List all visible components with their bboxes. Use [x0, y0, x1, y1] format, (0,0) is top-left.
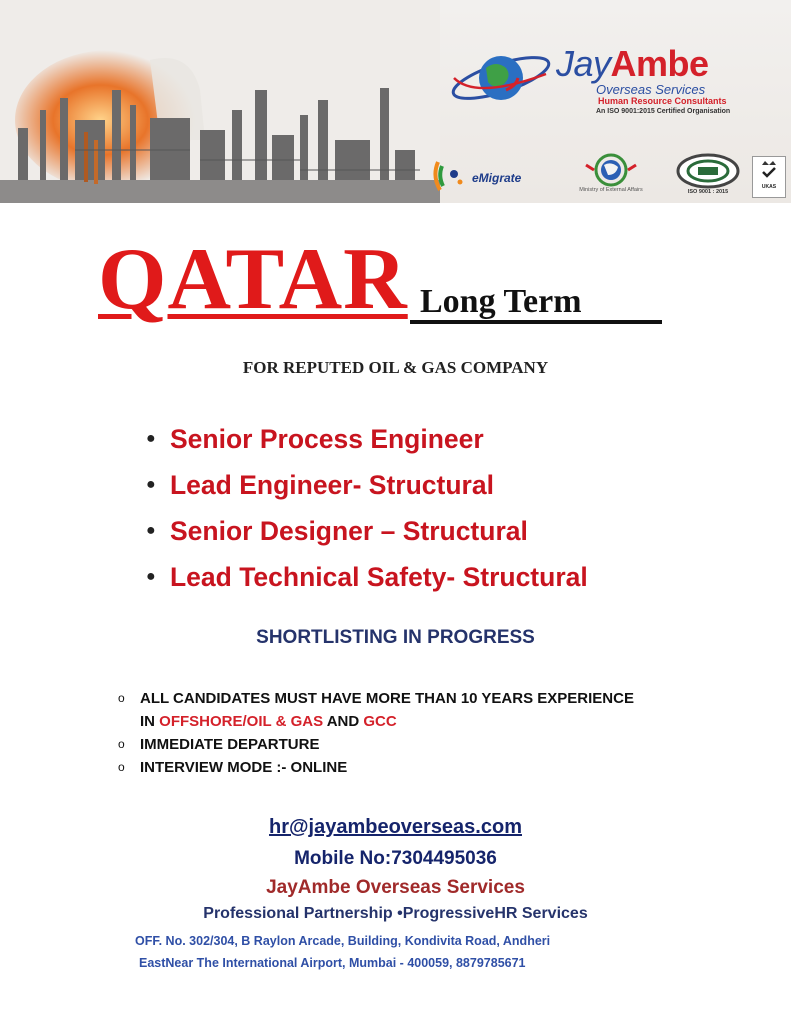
position-item: ● Senior Process Engineer	[146, 423, 484, 454]
world-emblem-icon	[566, 153, 656, 187]
position-item: ● Lead Engineer- Structural	[146, 469, 494, 500]
requirement-item: o IMMEDIATE DEPARTURE	[118, 733, 634, 756]
ministry-external-affairs-logo: Ministry of External Affairs	[566, 153, 656, 199]
company-subheading: FOR REPUTED OIL & GAS COMPANY	[242, 358, 549, 377]
circle-bullet-icon: o	[118, 691, 125, 705]
email-link[interactable]: hr@jayambeoverseas.com	[269, 816, 522, 838]
iso-certification-logo: ISO 9001 : 2015	[672, 153, 744, 199]
positions-list	[146, 416, 588, 600]
requirement-item: o ALL CANDIDATES MUST HAVE MORE THAN 10 YEARS EXPERIENCE IN OFFSHORE/OIL & GAS AND GCC	[118, 687, 634, 733]
circle-bullet-icon: o	[118, 737, 125, 751]
status-heading: SHORTLISTING IN PROGRESS	[256, 627, 535, 648]
bullet-icon: ●	[146, 568, 156, 585]
brand-certification: An ISO 9001:2015 Certified Organisation	[596, 108, 731, 115]
bullet-icon: ●	[146, 430, 156, 447]
emigrate-logo: eMigrate	[430, 156, 555, 196]
requirement-item: o INTERVIEW MODE :- ONLINE	[118, 756, 634, 779]
position-item: ● Lead Technical Safety- Structural	[146, 561, 588, 592]
emigrate-icon	[430, 156, 470, 196]
address-line-1: OFF. No. 302/304, B Raylon Arcade, Building, Kondivita Road, Andheri	[135, 934, 551, 948]
company-name: JayAmbe Overseas Services	[266, 877, 525, 898]
crown-tick-icon	[753, 157, 785, 183]
brand-tagline: Human Resource Consultants	[598, 96, 727, 106]
bullet-icon: ●	[146, 476, 156, 493]
address-line-2: EastNear The International Airport, Mumbai - 400059, 8879785671	[139, 956, 526, 970]
bullet-icon: ●	[146, 522, 156, 539]
company-tagline: Professional Partnership •ProgressiveHR Services	[203, 905, 588, 922]
heading-underline	[410, 320, 662, 324]
brand-subtitle: Overseas Services	[596, 82, 706, 97]
term-heading: Long Term	[420, 283, 582, 320]
country-heading: QATAR	[98, 231, 408, 328]
brand-name: JayAmbe	[556, 43, 709, 84]
header-banner	[0, 0, 791, 203]
globe-icon	[446, 38, 556, 118]
circle-bullet-icon: o	[118, 760, 125, 774]
mobile-number: Mobile No:7304495036	[294, 848, 497, 869]
ukas-logo: UKAS	[752, 156, 786, 198]
iso-seal-icon	[672, 153, 744, 189]
position-item: ● Senior Designer – Structural	[146, 515, 528, 546]
requirements-list	[118, 687, 634, 779]
jayambe-logo	[446, 38, 776, 118]
industrial-skyline-image	[0, 0, 440, 203]
